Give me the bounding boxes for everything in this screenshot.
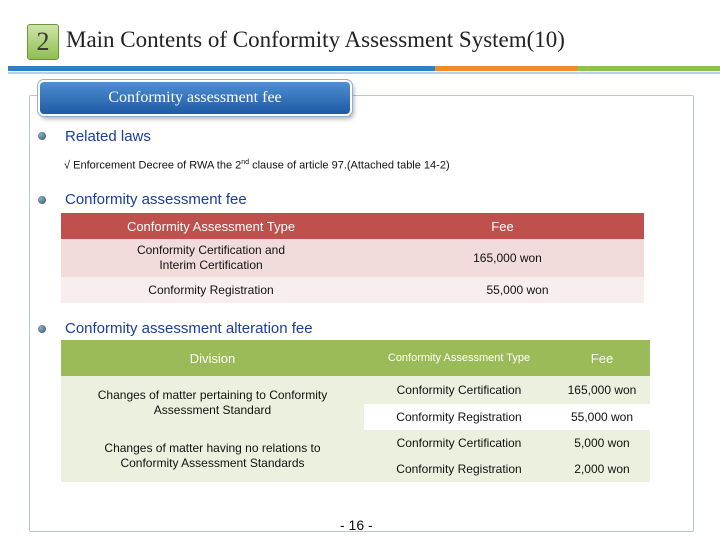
fee-table	[61, 213, 644, 303]
fee-cell: 165,000 won	[554, 376, 650, 404]
table-row	[61, 376, 650, 404]
bullet-icon	[38, 132, 46, 140]
fee-cell: 5,000 won	[554, 430, 650, 456]
table-header-row	[61, 340, 650, 376]
type-cell: Conformity Registration	[61, 277, 361, 303]
note-text-b: clause of article 97.(Attached table 14-2)	[249, 159, 450, 172]
alteration-fee-table	[61, 340, 650, 482]
related-laws-heading: Related laws	[65, 128, 151, 145]
table-row	[61, 239, 644, 277]
section-pill: Conformity assessment fee	[38, 80, 352, 116]
header-fee: Fee	[554, 340, 650, 376]
table-row	[61, 430, 650, 456]
type-cell: Conformity Registration	[364, 404, 554, 430]
fee-cell: 2,000 won	[554, 456, 650, 482]
fee-cell: 55,000 won	[361, 277, 644, 303]
fee-cell: 165,000 won	[361, 239, 644, 277]
type-cell: Conformity Certification	[364, 430, 554, 456]
header-type: Conformity Assessment Type	[364, 340, 554, 376]
title-underline-secondary	[8, 72, 720, 74]
fee-cell: 55,000 won	[554, 404, 650, 430]
page-number: - 16 -	[340, 517, 373, 533]
type-cell: Conformity Certification	[364, 376, 554, 404]
alteration-heading: Conformity assessment alteration fee	[65, 320, 313, 337]
title-underline	[8, 66, 720, 71]
bullet-icon	[38, 196, 46, 204]
note-sup: nd	[241, 159, 250, 166]
header-fee: Fee	[361, 213, 644, 239]
section-number-badge: 2	[27, 24, 59, 60]
division-cell: Changes of matter pertaining to Conformity Assessment Standard	[61, 376, 364, 430]
check-mark: √	[64, 159, 71, 172]
header-type: Conformity Assessment Type	[61, 213, 361, 239]
type-cell: Conformity Certification and Interim Certification	[61, 239, 361, 277]
table-row	[61, 277, 644, 303]
type-cell: Conformity Registration	[364, 456, 554, 482]
table-header-row	[61, 213, 644, 239]
page-title: Main Contents of Conformity Assessment System(10)	[66, 27, 565, 52]
division-cell: Changes of matter having no relations to Conformity Assessment Standards	[61, 430, 364, 482]
related-laws-note	[64, 159, 450, 172]
fee-heading: Conformity assessment fee	[65, 191, 247, 208]
header-division: Division	[61, 340, 364, 376]
note-text-a: Enforcement Decree of RWA the 2	[73, 159, 242, 172]
bullet-icon	[38, 325, 46, 333]
